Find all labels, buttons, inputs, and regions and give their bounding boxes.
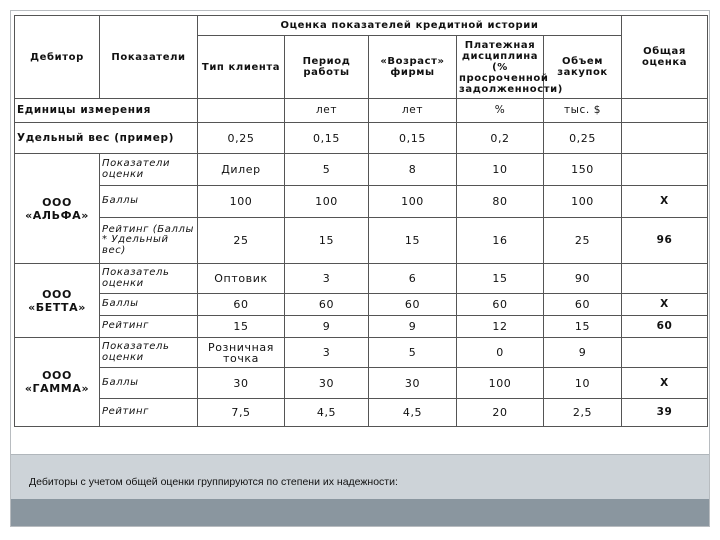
cell-value: 9	[285, 316, 369, 338]
table-row	[15, 294, 708, 316]
header-work-period: Период работы	[285, 36, 369, 99]
row-label: Показатель оценки	[100, 264, 198, 294]
cell-value: 90	[544, 264, 622, 294]
cell-value: 5	[285, 154, 369, 186]
table-row	[15, 186, 708, 218]
weight-value: 0,25	[544, 123, 622, 154]
cell-value: 100	[369, 186, 457, 218]
cell-value: 60	[198, 294, 285, 316]
header-row-top	[15, 16, 708, 36]
table-row	[15, 316, 708, 338]
cell-value: 20	[457, 399, 544, 427]
row-label: Баллы	[100, 368, 198, 399]
footer-band	[11, 454, 709, 500]
cell-value: 0	[457, 338, 544, 368]
cell-value: 15	[198, 316, 285, 338]
cell-value: 4,5	[369, 399, 457, 427]
cell-value: 3	[285, 264, 369, 294]
table-row	[15, 264, 708, 294]
cell-value: 60	[457, 294, 544, 316]
header-indicators: Показатели	[100, 16, 198, 99]
cell-value: 60	[544, 294, 622, 316]
header-overall-score: Общая оценка	[622, 16, 708, 99]
cell-value: 15	[285, 218, 369, 264]
header-group-title: Оценка показателей кредитной истории	[198, 16, 622, 36]
overall-score	[622, 338, 708, 368]
cell-value: Оптовик	[198, 264, 285, 294]
table-row	[15, 154, 708, 186]
weight-value: 0,15	[369, 123, 457, 154]
table-row	[15, 338, 708, 368]
cell-value: 30	[198, 368, 285, 399]
cell-value: 12	[457, 316, 544, 338]
cell-value: 100	[285, 186, 369, 218]
header-client-type: Тип клиента	[198, 36, 285, 99]
overall-score: Х	[622, 294, 708, 316]
company-name: ООО «ГАММА»	[15, 338, 100, 427]
units-work-period: лет	[285, 99, 369, 123]
header-payment-discipline: Платежная дисциплина (% просроченной задолженности)	[457, 36, 544, 99]
cell-value: 2,5	[544, 399, 622, 427]
table-row	[15, 399, 708, 427]
weight-label: Удельный вес (пример)	[15, 123, 198, 154]
cell-value: 15	[544, 316, 622, 338]
weight-value: 0,15	[285, 123, 369, 154]
overall-score: 39	[622, 399, 708, 427]
units-row	[15, 99, 708, 123]
slide	[10, 10, 710, 527]
weight-value: 0,2	[457, 123, 544, 154]
cell-value: 15	[369, 218, 457, 264]
cell-value: 60	[285, 294, 369, 316]
cell-value: Дилер	[198, 154, 285, 186]
cell-value: 6	[369, 264, 457, 294]
cell-value: 150	[544, 154, 622, 186]
cell-value: 10	[457, 154, 544, 186]
units-overall	[622, 99, 708, 123]
cell-value: 60	[369, 294, 457, 316]
table-row	[15, 368, 708, 399]
header-company-age: «Возраст» фирмы	[369, 36, 457, 99]
overall-score: 60	[622, 316, 708, 338]
row-label: Рейтинг (Баллы * Удельный вес)	[100, 218, 198, 264]
cell-value: Розничная точка	[198, 338, 285, 368]
row-label: Баллы	[100, 294, 198, 316]
row-label: Показатель оценки	[100, 338, 198, 368]
cell-value: 30	[285, 368, 369, 399]
cell-value: 15	[457, 264, 544, 294]
company-name: ООО «БЕТТА»	[15, 264, 100, 338]
weight-row	[15, 123, 708, 154]
cell-value: 16	[457, 218, 544, 264]
overall-score: 96	[622, 218, 708, 264]
company-name: ООО «АЛЬФА»	[15, 154, 100, 264]
cell-value: 3	[285, 338, 369, 368]
row-label: Рейтинг	[100, 399, 198, 427]
row-label: Рейтинг	[100, 316, 198, 338]
cell-value: 7,5	[198, 399, 285, 427]
cell-value: 4,5	[285, 399, 369, 427]
header-purchase-volume: Объем закупок	[544, 36, 622, 99]
overall-score	[622, 264, 708, 294]
units-client-type	[198, 99, 285, 123]
row-label: Баллы	[100, 186, 198, 218]
cell-value: 9	[369, 316, 457, 338]
cell-value: 8	[369, 154, 457, 186]
cell-value: 100	[198, 186, 285, 218]
overall-score	[622, 154, 708, 186]
row-label: Показатели оценки	[100, 154, 198, 186]
overall-score: Х	[622, 186, 708, 218]
cell-value: 5	[369, 338, 457, 368]
weight-overall	[622, 123, 708, 154]
cell-value: 9	[544, 338, 622, 368]
footer-text: Дебиторы с учетом общей оценки группируются по степени их надежности:	[29, 476, 398, 488]
cell-value: 100	[544, 186, 622, 218]
units-label: Единицы измерения	[15, 99, 198, 123]
units-purchase-volume: тыс. $	[544, 99, 622, 123]
cell-value: 30	[369, 368, 457, 399]
table-row	[15, 218, 708, 264]
cell-value: 100	[457, 368, 544, 399]
weight-value: 0,25	[198, 123, 285, 154]
overall-score: Х	[622, 368, 708, 399]
cell-value: 25	[544, 218, 622, 264]
cell-value: 80	[457, 186, 544, 218]
header-debtor: Дебитор	[15, 16, 100, 99]
bottom-bar	[11, 499, 709, 526]
units-company-age: лет	[369, 99, 457, 123]
cell-value: 25	[198, 218, 285, 264]
units-payment-discipline: %	[457, 99, 544, 123]
credit-history-table	[14, 15, 708, 427]
cell-value: 10	[544, 368, 622, 399]
